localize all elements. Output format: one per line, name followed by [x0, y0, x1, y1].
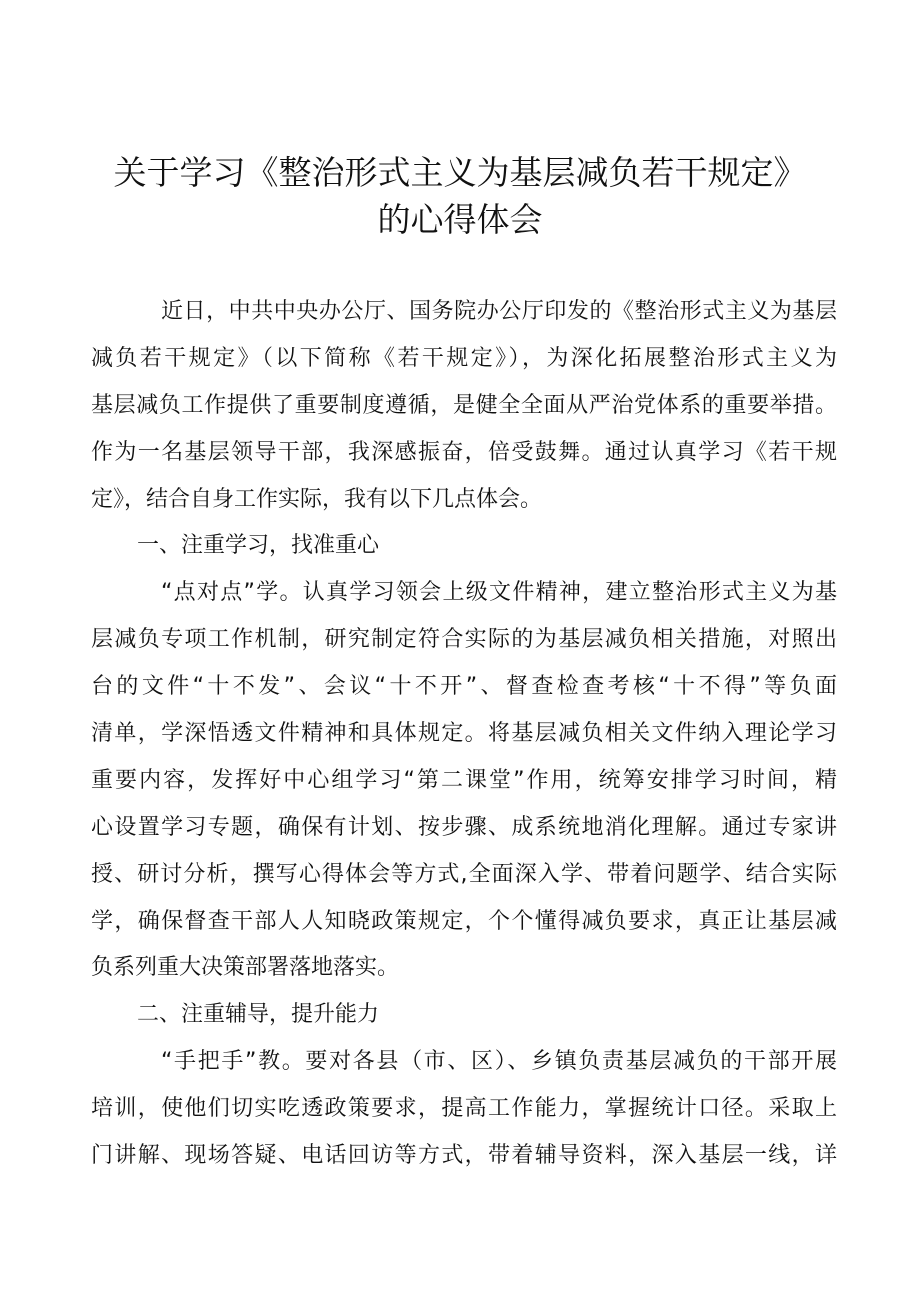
paragraph-2-line-6: 心设置学习专题，确保有计划、按步骤、成系统地消化理解。通过专家讲	[91, 814, 837, 840]
paragraph-3-line-1: “手把手”教。要对各县（市、区）、乡镇负责基层减负的干部开展	[161, 1049, 837, 1075]
paragraph-1-line-4: 作为一名基层领导干部，我深感振奋，倍受鼓舞。通过认真学习《若干规	[91, 439, 837, 465]
document-title-line-2: 的心得体会	[377, 200, 543, 239]
paragraph-1-line-3: 基层减负工作提供了重要制度遵循，是健全全面从严治党体系的重要举措。	[91, 392, 837, 418]
section-heading-2: 二、注重辅导，提升能力	[137, 1002, 380, 1028]
paragraph-2-line-9: 负系列重大决策部署落地落实。	[91, 955, 400, 981]
paragraph-1-line-5: 定》，结合自身工作实际，我有以下几点体会。	[91, 486, 543, 512]
paragraph-2-line-7: 授、研讨分析，撰写心得体会等方式,全面深入学、带着问题学、结合实际	[91, 861, 837, 887]
paragraph-1-line-2: 减负若干规定》（以下简称《若干规定》），为深化拓展整治形式主义为	[91, 345, 837, 371]
paragraph-2-line-2: 层减负专项工作机制，研究制定符合实际的为基层减负相关措施，对照出	[91, 627, 837, 653]
paragraph-3-line-3: 门讲解、现场答疑、电话回访等方式，带着辅导资料，深入基层一线，详	[91, 1143, 837, 1169]
paragraph-2-line-3: 台的文件“十不发”、会议“十不开”、督查检查考核“十不得”等负面	[91, 674, 837, 700]
paragraph-2-line-4: 清单，学深悟透文件精神和具体规定。将基层减负相关文件纳入理论学习	[91, 721, 837, 747]
section-heading-1: 一、注重学习，找准重心	[137, 533, 380, 559]
paragraph-2-line-5: 重要内容，发挥好中心组学习“第二课堂”作用，统筹安排学习时间，精	[91, 767, 837, 793]
document-title-line-1: 关于学习《整治形式主义为基层减负若干规定》	[113, 153, 807, 192]
paragraph-2-line-8: 学，确保督查干部人人知晓政策规定，个个懂得减负要求，真正让基层减	[91, 908, 837, 934]
paragraph-1-line-1: 近日，中共中央办公厅、国务院办公厅印发的《整治形式主义为基层	[161, 299, 837, 324]
paragraph-3-line-2: 培训，使他们切实吃透政策要求，提高工作能力，掌握统计口径。采取上	[91, 1096, 837, 1122]
paragraph-2-line-1: “点对点”学。认真学习领会上级文件精神，建立整治形式主义为基	[161, 580, 837, 606]
document-body	[91, 289, 837, 1180]
